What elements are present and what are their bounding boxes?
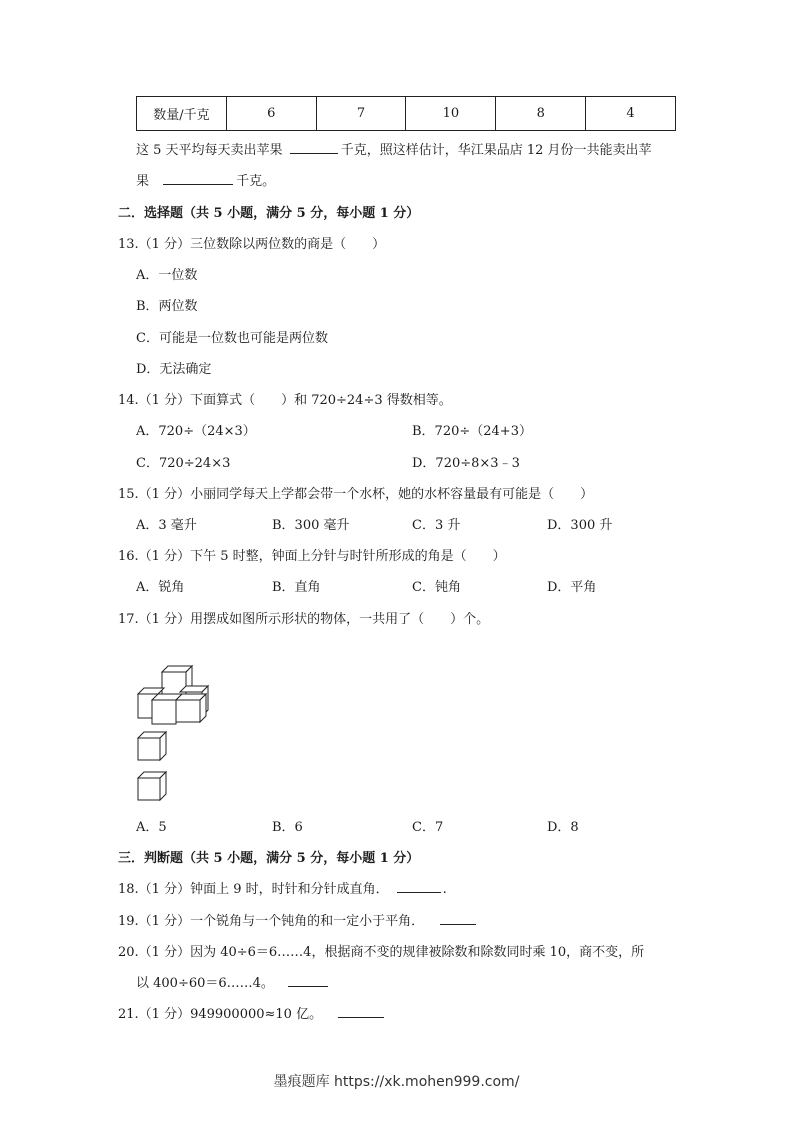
answer-blank[interactable] (397, 880, 441, 893)
table-row (137, 97, 676, 131)
q14-option-d[interactable]: D．720÷8×3﹣3 (412, 456, 520, 471)
answer-blank[interactable] (163, 172, 233, 185)
q14-option-a[interactable]: A．720÷（24×3） (136, 424, 256, 439)
q15-option-d[interactable]: D．300 升 (547, 518, 613, 533)
q14-option-c[interactable]: C．720÷24×3 (136, 456, 231, 471)
q13-stem: 13.（1 分）三位数除以两位数的商是（ ） (118, 237, 386, 252)
sales-table (136, 96, 676, 131)
section-2-title: 二．选择题（共 5 小题，满分 5 分，每小题 1 分） (118, 206, 420, 221)
q13-option-d[interactable]: D．无法确定 (136, 362, 212, 377)
q15-option-c[interactable]: C．3 升 (412, 518, 461, 533)
q18-stem: 18.（1 分）钟面上 9 时，时针和分针成直角． (118, 882, 389, 897)
q20-line2 (136, 972, 328, 991)
q17-option-a[interactable]: A．5 (136, 820, 167, 835)
q16-option-d[interactable]: D．平角 (547, 580, 597, 595)
q15-stem: 15.（1 分）小丽同学每天上学都会带一个水杯，她的水杯容量最有可能是（ ） (118, 487, 594, 502)
q12-line2 (136, 170, 275, 189)
q12-text-b: 千克，照这样估计，华江果品店 12 月份一共能卖出苹 (340, 143, 652, 158)
cube-bottom-right (176, 694, 206, 722)
q17-option-c[interactable]: C．7 (412, 820, 444, 835)
q20-line1: 20.（1 分）因为 40÷6＝6……4，根据商不变的规律被除数和除数同时乘 10，商不变，所 (118, 945, 645, 960)
q17-option-d[interactable]: D．8 (547, 820, 579, 835)
cube-single-2 (138, 772, 166, 800)
cube-stack-figure (136, 660, 216, 805)
q15-option-b[interactable]: B．300 毫升 (272, 518, 350, 533)
q14-option-b[interactable]: B．720÷（24+3） (412, 424, 532, 439)
q13-option-c[interactable]: C．可能是一位数也可能是两位数 (136, 331, 328, 346)
q16-option-c[interactable]: C．钝角 (412, 580, 461, 595)
table-cell: 8 (496, 97, 586, 131)
q13-option-b[interactable]: B．两位数 (136, 299, 198, 314)
answer-blank[interactable] (338, 1005, 384, 1018)
q13-option-a[interactable]: A．一位数 (136, 268, 198, 283)
table-header-cell: 数量/千克 (137, 97, 227, 131)
answer-blank[interactable] (288, 974, 328, 987)
q12-text-c: 果 (136, 174, 150, 189)
q20-stem: 以 400÷60＝6……4。 (136, 976, 274, 991)
q19 (118, 910, 476, 929)
answer-blank[interactable] (290, 141, 338, 154)
q12-text-a: 这 5 天平均每天卖出苹果 (136, 143, 283, 158)
table-cell: 10 (406, 97, 496, 131)
q12-line1 (136, 139, 652, 158)
section-3-title: 三．判断题（共 5 小题，满分 5 分，每小题 1 分） (118, 851, 420, 866)
q21 (118, 1003, 384, 1022)
q19-stem: 19.（1 分）一个锐角与一个钝角的和一定小于平角． (118, 914, 425, 929)
q16-stem: 16.（1 分）下午 5 时整，钟面上分针与时针所形成的角是（ ） (118, 549, 506, 564)
table-cell: 7 (316, 97, 406, 131)
table-cell: 4 (586, 97, 676, 131)
q16-option-a[interactable]: A．锐角 (136, 580, 185, 595)
footer-watermark: 墨痕题库 https://xk.mohen999.com/ (273, 1074, 520, 1090)
q21-stem: 21.（1 分）949900000≈10 亿。 (118, 1007, 323, 1022)
q17-option-b[interactable]: B．6 (272, 820, 303, 835)
q17-stem: 17.（1 分）用摆成如图所示形状的物体，一共用了（ ）个。 (118, 612, 490, 627)
q12-text-d: 千克。 (236, 174, 276, 189)
cube-single-1 (138, 732, 166, 760)
q16-option-b[interactable]: B．直角 (272, 580, 321, 595)
q14-stem: 14.（1 分）下面算式（ ）和 720÷24÷3 得数相等。 (118, 393, 452, 408)
answer-blank[interactable] (440, 912, 476, 925)
q18-tail: . (442, 882, 447, 897)
table-cell: 6 (226, 97, 316, 131)
q18 (118, 878, 447, 897)
q15-option-a[interactable]: A．3 毫升 (136, 518, 197, 533)
